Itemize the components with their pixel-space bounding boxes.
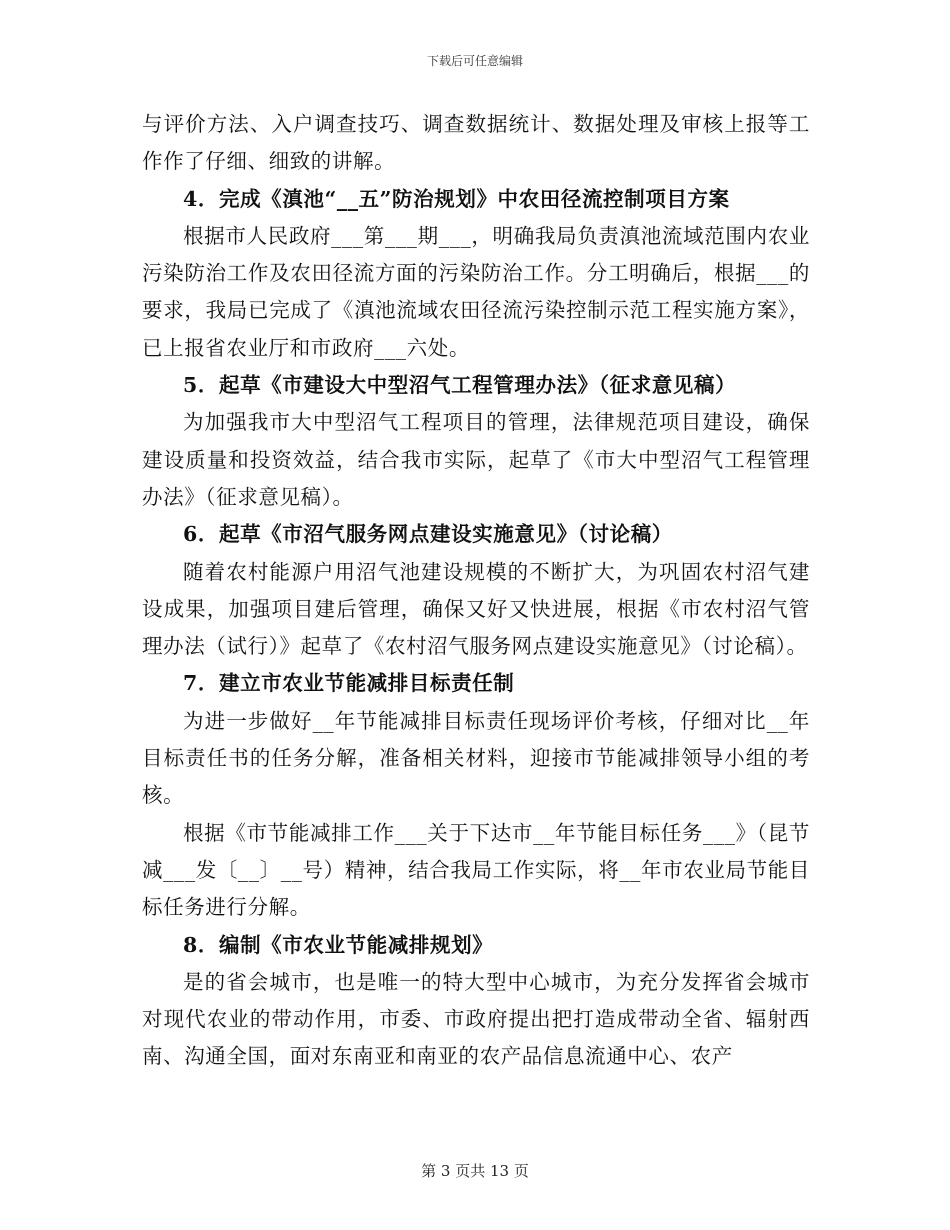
- section-heading-6: 6．起草《市沼气服务网点建设实施意见》（讨论稿）: [183, 522, 673, 547]
- page-number-footer: 第 3 页共 13 页: [421, 1162, 529, 1180]
- section-heading-5: 5．起草《市建设大中型沼气工程管理办法》（征求意见稿）: [183, 373, 737, 398]
- section-heading-7: 7．建立市农业节能减排目标责任制: [183, 671, 515, 696]
- paragraph-section-8: 是的省会城市，也是唯一的特大型中心城市，为充分发挥省会城市对现代农业的带动作用，市委、市政府提出把打造成带动全省、辐射西南、沟通全国，面对东南亚和南亚的农产品信息流通中心、农产: [142, 969, 810, 1069]
- paragraph-section-7b: 根据《市节能减排工作___关于下达市__年节能目标任务___》（昆节减___发〔__〕__号）精神，结合我局工作实际，将__年市农业局节能目标任务进行分解。: [142, 820, 810, 920]
- paragraph-section-4: 根据市人民政府___第___期___，明确我局负责滇池流域范围内农业污染防治工作及农田径流方面的污染防治工作。分工明确后，根据___的要求，我局已完成了《滇池流域农田径流污染控制示范工程实施方案》，已上报省农业厅和市政府___六处。: [142, 223, 810, 360]
- page-header-note: 下载后可任意编辑: [426, 54, 523, 68]
- paragraph-section-5: 为加强我市大中型沼气工程项目的管理，法律规范项目建设，确保建设质量和投资效益，结合我市实际，起草了《市大中型沼气工程管理办法》（征求意见稿）。: [142, 410, 810, 509]
- paragraph-section-7a: 为进一步做好__年节能减排目标责任现场评价考核，仔细对比__年目标责任书的任务分解，准备相关材料，迎接市节能减排领导小组的考核。: [142, 708, 810, 808]
- section-heading-8: 8．编制《市农业节能减排规划》: [183, 932, 494, 957]
- document-body: [142, 106, 810, 1076]
- paragraph-section-6: 随着农村能源户用沼气池建设规模的不断扩大，为巩固农村沼气建设成果，加强项目建后管理，确保又好又快进展，根据《市农村沼气管理办法（试行）》起草了《农村沼气服务网点建设实施意见》（讨论稿）。: [142, 559, 810, 659]
- section-heading-4: 4．完成《滇池“__五”防治规划》中农田径流控制项目方案: [183, 186, 730, 211]
- paragraph-continuation: 与评价方法、入户调查技巧、调查数据统计、数据处理及审核上报等工作作了仔细、细致的讲解。: [142, 112, 810, 174]
